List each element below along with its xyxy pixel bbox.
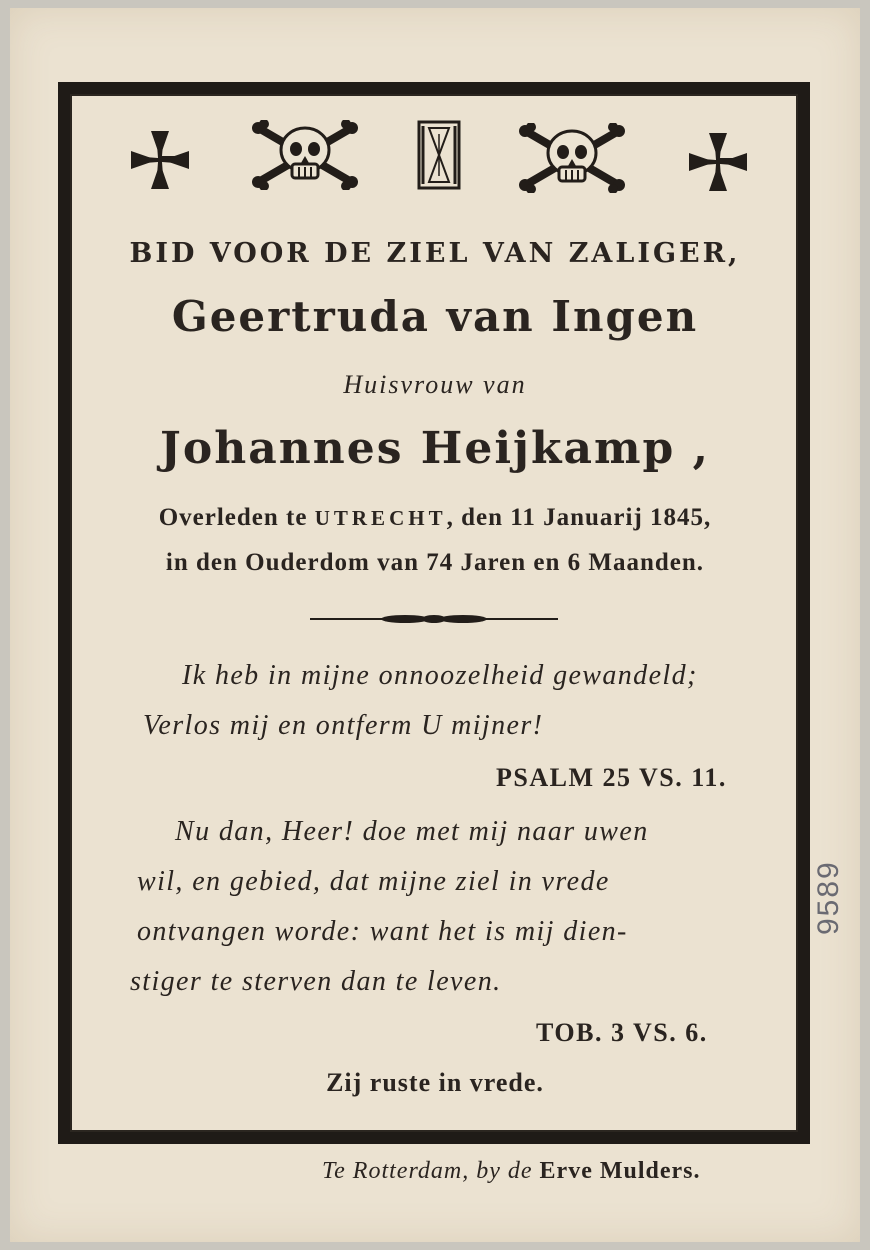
hourglass-icon bbox=[417, 120, 461, 190]
psalm-line: Verlos mij en ontferm U mijner! bbox=[143, 710, 544, 741]
printer-place: Te Rotterdam, by de bbox=[322, 1158, 540, 1184]
tobit-line: ontvangen worde: want het is mij dien- bbox=[137, 916, 628, 947]
printer-name: Erve Mulders. bbox=[539, 1158, 701, 1184]
death-suffix: , den 11 Januarij 1845, bbox=[446, 504, 712, 531]
psalm-reference: PSALM 25 VS. 11. bbox=[496, 763, 727, 792]
invocation-heading: BID VOOR DE ZIEL VAN ZALIGER, bbox=[129, 238, 741, 269]
printer-imprint bbox=[322, 1158, 701, 1185]
relation-line: Huisvrouw van bbox=[343, 370, 527, 399]
husband-name: Johannes Heijkamp , bbox=[160, 423, 710, 474]
skull-crossbones-icon bbox=[517, 123, 627, 193]
ornament-row bbox=[115, 115, 765, 205]
ornamental-divider bbox=[310, 612, 558, 626]
psalm-line: Ik heb in mijne onnoozelheid gewandeld; bbox=[182, 660, 698, 691]
deceased-name: Geertruda van Ingen bbox=[171, 292, 699, 341]
tobit-reference: TOB. 3 VS. 6. bbox=[536, 1018, 708, 1047]
death-prefix: Overleden te bbox=[158, 504, 315, 531]
tobit-line: Nu dan, Heer! doe met mij naar uwen bbox=[175, 816, 649, 847]
cross-icon bbox=[127, 127, 193, 193]
tobit-line: stiger te sterven dan te leven. bbox=[130, 966, 502, 997]
death-place: UTRECHT bbox=[314, 506, 447, 530]
archive-pencil-number: 9589 bbox=[812, 860, 845, 935]
age-line: in den Ouderdom van 74 Jaren en 6 Maanden. bbox=[165, 549, 705, 576]
closing-blessing: Zij ruste in vrede. bbox=[326, 1068, 544, 1097]
skull-crossbones-icon bbox=[250, 120, 360, 190]
death-line bbox=[0, 504, 870, 532]
tobit-line: wil, en gebied, dat mijne ziel in vrede bbox=[137, 866, 610, 897]
cross-icon bbox=[685, 129, 751, 195]
